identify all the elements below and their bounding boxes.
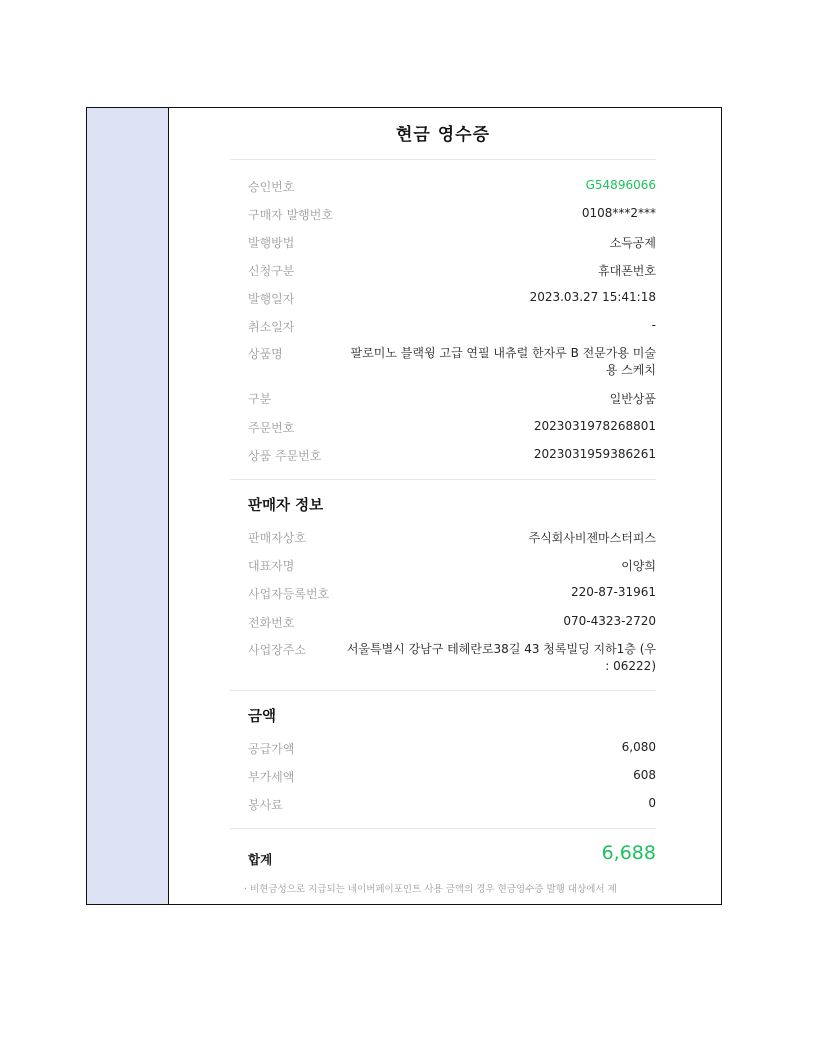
buyer-id-label: 구매자 발행번호 (248, 208, 333, 222)
seller-name-label: 판매자상호 (248, 531, 306, 545)
vat-value: 608 (633, 768, 656, 782)
seller-name-value: 주식회사비젠마스터피스 (528, 531, 656, 545)
seller-section-title: 판매자 정보 (248, 498, 324, 514)
order-no-label: 주문번호 (248, 421, 295, 435)
vat-label: 부가세액 (248, 770, 295, 784)
service-fee-value: 0 (648, 796, 656, 810)
divider (230, 159, 656, 160)
divider (230, 828, 656, 829)
product-order-no-label: 상품 주문번호 (248, 449, 322, 463)
footnote: · 비현금성으로 지급되는 네이버페이포인트 사용 금액의 경우 현금영수증 발행 대상에서 제 (244, 884, 617, 895)
biz-reg-no-label: 사업자등록번호 (248, 587, 330, 601)
address-label: 사업장주소 (248, 643, 306, 657)
address-value: 서울특별시 강남구 테헤란로38길 43 청록빌딩 지하1층 (우 : 06222) (346, 642, 656, 673)
request-type-label: 신청구분 (248, 264, 295, 278)
amount-section-title: 금액 (248, 709, 277, 725)
issue-method-label: 발행방법 (248, 236, 295, 250)
supply-price-value: 6,080 (621, 740, 656, 754)
divider (230, 479, 656, 480)
issue-date-value: 2023.03.27 15:41:18 (529, 290, 656, 304)
approval-label: 승인번호 (248, 180, 295, 194)
phone-label: 전화번호 (248, 616, 295, 630)
category-label: 구분 (248, 392, 272, 406)
issue-date-label: 발행일자 (248, 292, 295, 306)
cancel-date-value: - (651, 318, 656, 332)
representative-value: 이양희 (621, 559, 656, 573)
total-value: 6,688 (601, 842, 656, 864)
supply-price-label: 공급가액 (248, 742, 295, 756)
total-label: 합계 (248, 852, 273, 867)
service-fee-label: 봉사료 (248, 798, 283, 812)
category-value: 일반상품 (609, 392, 656, 406)
product-name-value: 팔로미노 블랙윙 고급 연필 내츄럴 한자루 B 전문가용 미술용 스케치 (350, 346, 656, 377)
receipt-title: 현금 영수증 (395, 125, 491, 145)
divider (230, 690, 656, 691)
document-frame (86, 107, 722, 905)
buyer-id-value: 0108***2*** (581, 206, 656, 220)
cancel-date-label: 취소일자 (248, 320, 295, 334)
biz-reg-no-value: 220-87-31961 (570, 585, 656, 599)
order-no-value: 2023031978268801 (533, 419, 656, 433)
product-name-label: 상품명 (248, 347, 283, 361)
approval-value: G54896066 (585, 178, 656, 192)
request-type-value: 휴대폰번호 (598, 264, 656, 278)
phone-value: 070-4323-2720 (563, 614, 656, 628)
left-side-panel (87, 108, 169, 904)
product-order-no-value: 2023031959386261 (533, 447, 656, 461)
issue-method-value: 소득공제 (609, 236, 656, 250)
representative-label: 대표자명 (248, 559, 295, 573)
